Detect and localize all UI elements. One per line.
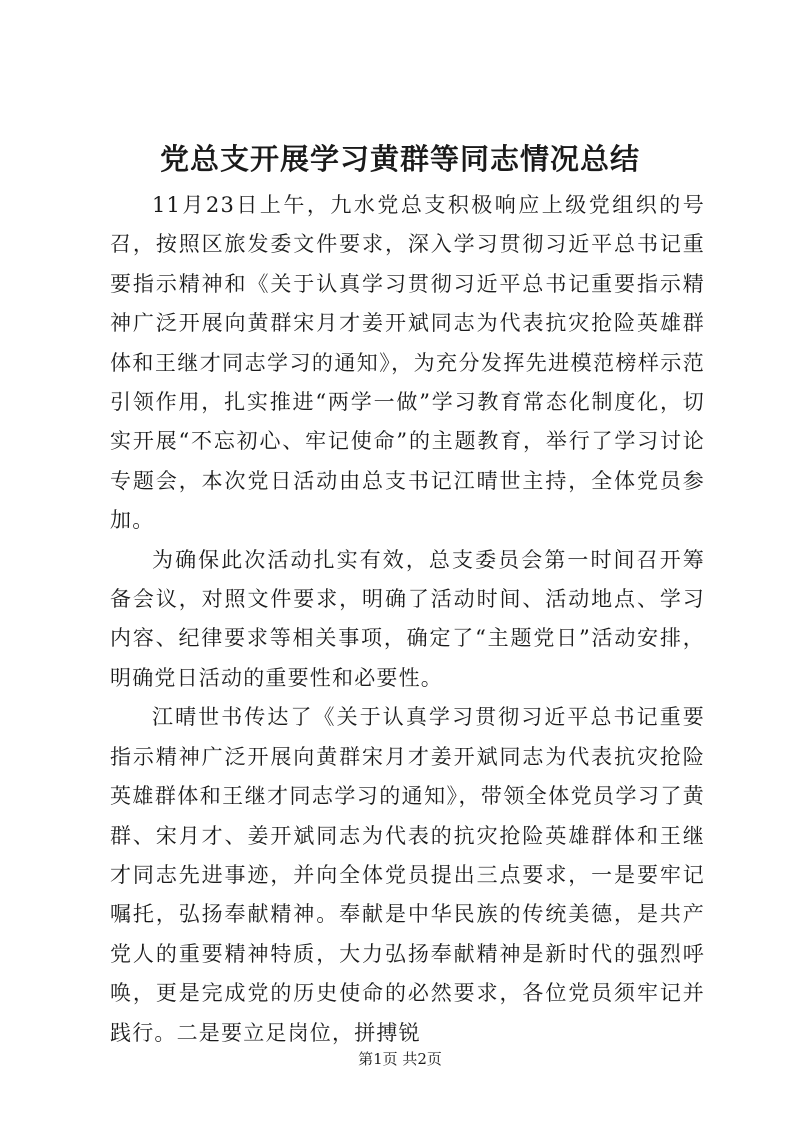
- paragraph: 11月23日上午，九水党总支积极响应上级党组织的号召，按照区旅发委文件要求，深入学习贯彻习近平总书记重要指示精神和《关于认真学习贯彻习近平总书记重要指示精神广泛开展向黄群宋月才姜开斌同志为代表抗灾抢险英雄群体和王继才同志学习的通知》，为充分发挥先进模范榜样示范引领作用，扎实推进“两学一做”学习教育常态化制度化，切实开展“不忘初心、牢记使命”的主题教育，举行了学习讨论专题会，本次党日活动由总支书记江晴世主持，全体党员参加。: [110, 193, 705, 533]
- paragraph: 江晴世书传达了《关于认真学习贯彻习近平总书记重要指示精神广泛开展向黄群宋月才姜开斌同志为代表抗灾抢险英雄群体和王继才同志学习的通知》，带领全体党员学习了黄群、宋月才、姜开斌同志为代表的抗灾抢险英雄群体和王继才同志先进事迹，并向全体党员提出三点要求，一是要牢记嘱托，弘扬奉献精神。奉献是中华民族的传统美德，是共产党人的重要精神特质，大力弘扬奉献精神是新时代的强烈呼唤，更是完成党的历史使命的必然要求，各位党员须牢记并践行。二是要立足岗位，拼搏锐: [110, 705, 705, 1045]
- paragraph: 为确保此次活动扎实有效，总支委员会第一时间召开筹备会议，对照文件要求，明确了活动时间、活动地点、学习内容、纪律要求等相关事项，确定了“主题党日”活动安排，明确党日活动的重要性和必要性。: [110, 547, 705, 690]
- page-footer: [0, 1049, 800, 1069]
- document-title: 党总支开展学习黄群等同志情况总结: [159, 142, 640, 176]
- page-indicator: 第1页 共2页: [358, 1050, 442, 1068]
- document-body: [110, 186, 705, 1053]
